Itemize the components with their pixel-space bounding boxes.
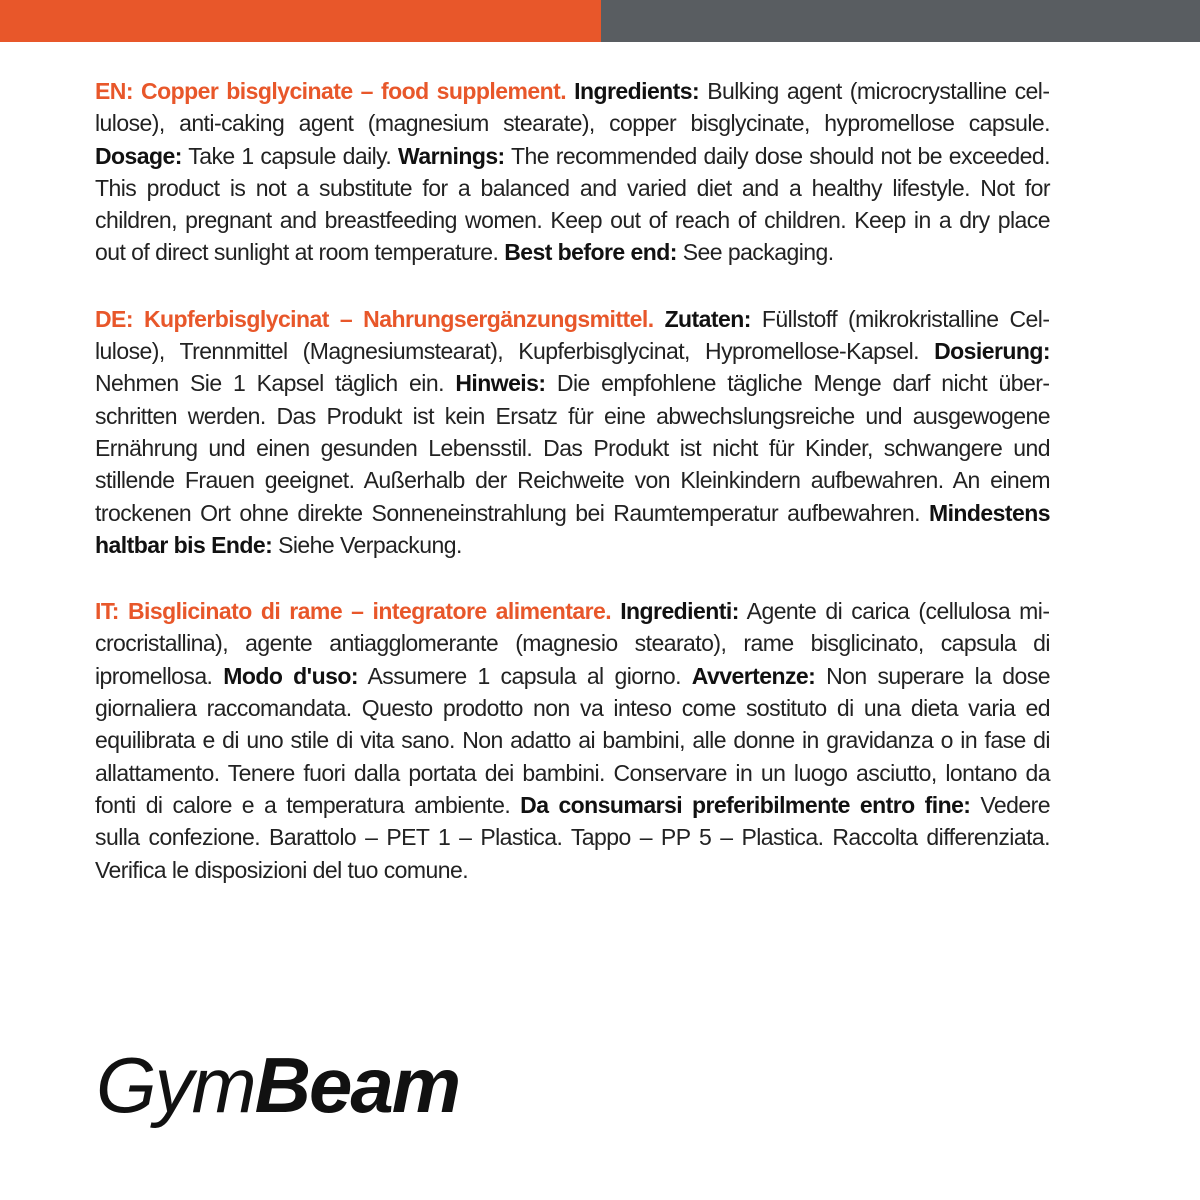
body-text bbox=[611, 598, 620, 624]
paragraph-en bbox=[95, 75, 1050, 269]
body-text: Siehe Verpackung. bbox=[272, 531, 462, 558]
body-text bbox=[566, 78, 574, 104]
top-bar-orange bbox=[0, 0, 601, 42]
section-label: Dosierung: bbox=[934, 338, 1050, 365]
top-bar-gray bbox=[601, 0, 1200, 42]
product-title-it: IT: Bisglicinato di rame – integratore alimentare. bbox=[95, 598, 612, 625]
top-color-bar bbox=[0, 0, 1200, 42]
body-text: Assumere 1 capsula al giorno. bbox=[357, 662, 692, 689]
paragraph-it bbox=[95, 595, 1050, 886]
product-title-en: EN: Copper bisglycinate – food supplement. bbox=[95, 78, 567, 104]
product-title-de: DE: Kupferbisglycinat – Nahrungsergänzungsmittel. bbox=[95, 305, 654, 332]
body-text: Bulking agent (microcrystalline cellulose), anti-caking agent (magnesium stearate), copper bisglycinate, hypromellose capsule. bbox=[95, 78, 1050, 137]
paragraph-de bbox=[95, 303, 1050, 561]
body-text bbox=[654, 306, 665, 332]
body-text: Take 1 capsule daily. bbox=[181, 142, 399, 169]
section-label: Avvertenze: bbox=[691, 662, 816, 689]
body-text: Agente di carica (cellulosa microcristallina), agente antiagglomerante (magnesio stearato), rame bisglicinato, capsula di ipromellosa. bbox=[95, 598, 1050, 689]
section-label: Da consumarsi preferibilmente entro fine: bbox=[520, 791, 971, 818]
section-label: Warnings: bbox=[398, 142, 505, 169]
section-label: Hinweis: bbox=[455, 370, 546, 397]
section-label: Dosage: bbox=[95, 142, 182, 169]
section-label: Zutaten: bbox=[664, 305, 751, 332]
label-text bbox=[95, 75, 1050, 920]
body-text: Vedere sulla confezione. Barattolo – PET 1 – Plastica. Tappo – PP 5 – Plastica. Raccolta differenziata. Verifica le disposizioni del tuo comune. bbox=[95, 791, 1050, 883]
gymbeam-logo bbox=[96, 1040, 459, 1130]
body-text: Füllstoff (mikrokristalline Cellulose), Trennmittel (Magnesiumstearat), Kupferbisglycinat, Hypromellose-Kapsel. bbox=[95, 305, 1050, 365]
logo-beam: Beam bbox=[254, 1041, 460, 1129]
body-text: Nehmen Sie 1 Kapsel täglich ein. bbox=[95, 370, 456, 397]
section-label: Ingredients: bbox=[574, 78, 700, 104]
section-label: Mindestens haltbar bis Ende: bbox=[95, 499, 1050, 558]
body-text: See packaging. bbox=[676, 239, 834, 266]
section-label: Modo d'uso: bbox=[223, 662, 358, 689]
body-text: The recommended daily dose should not be exceeded. This product is not a substitute for a balanced and varied diet and a healthy lifestyle. Not for children, pregnant and breastfeeding women. Keep out of reach of children. Keep in a dry place out of direct sunlight at room temperature. bbox=[95, 142, 1050, 266]
section-label: Best before end: bbox=[504, 239, 677, 266]
logo-gym: Gym bbox=[96, 1041, 255, 1129]
body-text: Non superare la dose giornaliera raccomandata. Questo prodotto non va inteso come sostituto di una dieta varia ed equilibrata e di uno stile di vita sano. Non adatto ai bambini, alle donne in gravidanza o in fase di allattamento. Tenere fuori dalla portata dei bambini. Conservare in un luogo asciutto, lontano da fonti di calore e a temperatura ambiente. bbox=[95, 662, 1050, 818]
body-text: Die empfohlene tägliche Menge darf nicht überschritten werden. Das Produkt ist kein Ersatz für eine abwechslungsreiche und ausgewogene Ernährung und einen gesunden Lebensstil. Das Produkt ist nicht für Kinder, schwangere und stillende Frauen geeignet. Außerhalb der Reichweite von Kleinkindern aufbewahren. An einem trockenen Ort ohne direkte Sonneneinstrahlung bei Raumtemperatur aufbewahren. bbox=[95, 370, 1050, 526]
section-label: Ingredienti: bbox=[620, 598, 739, 625]
